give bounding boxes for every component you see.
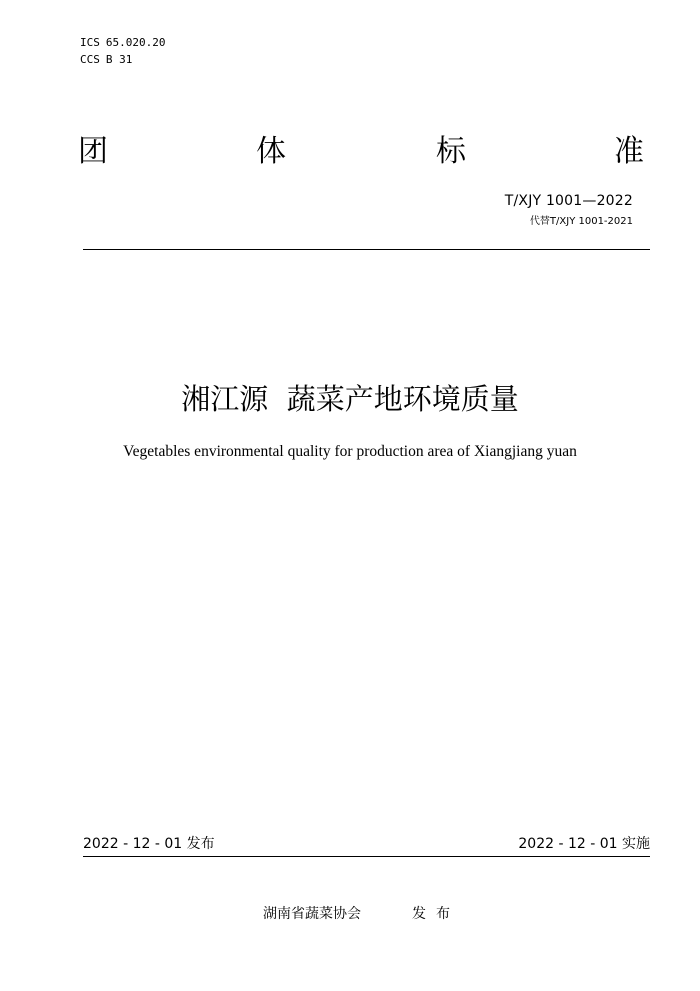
ics-label: ICS — [80, 36, 100, 49]
standard-type-char-1: 团 — [78, 134, 108, 169]
issuer-name: 湖南省蔬菜协会 — [263, 906, 361, 922]
standard-type-char-2: 体 — [256, 134, 286, 169]
standard-type-char-3: 标 — [436, 134, 466, 169]
standard-number: T/XJY 1001—2022 — [504, 193, 633, 209]
replaces-standard: 代替T/XJY 1001-2021 — [529, 216, 633, 227]
implementation-date: 2022 - 12 - 01 实施 — [518, 836, 650, 852]
release-date: 2022 - 12 - 01 发布 — [83, 836, 215, 852]
ccs-code — [80, 53, 132, 67]
ics-code — [80, 36, 165, 50]
ics-value: 65.020.20 — [105, 36, 166, 49]
footer-rule — [83, 856, 650, 857]
ccs-value: B 31 — [105, 53, 133, 66]
title-english: Vegetables environmental quality for production area of Xiangjiang yuan — [123, 443, 577, 460]
standard-type-char-4: 准 — [614, 134, 644, 169]
header-rule — [83, 249, 650, 250]
issue-action: 发布 — [412, 906, 460, 922]
title-chinese: 湘江源 蔬菜产地环境质量 — [181, 382, 519, 416]
ccs-label: CCS — [80, 53, 100, 66]
